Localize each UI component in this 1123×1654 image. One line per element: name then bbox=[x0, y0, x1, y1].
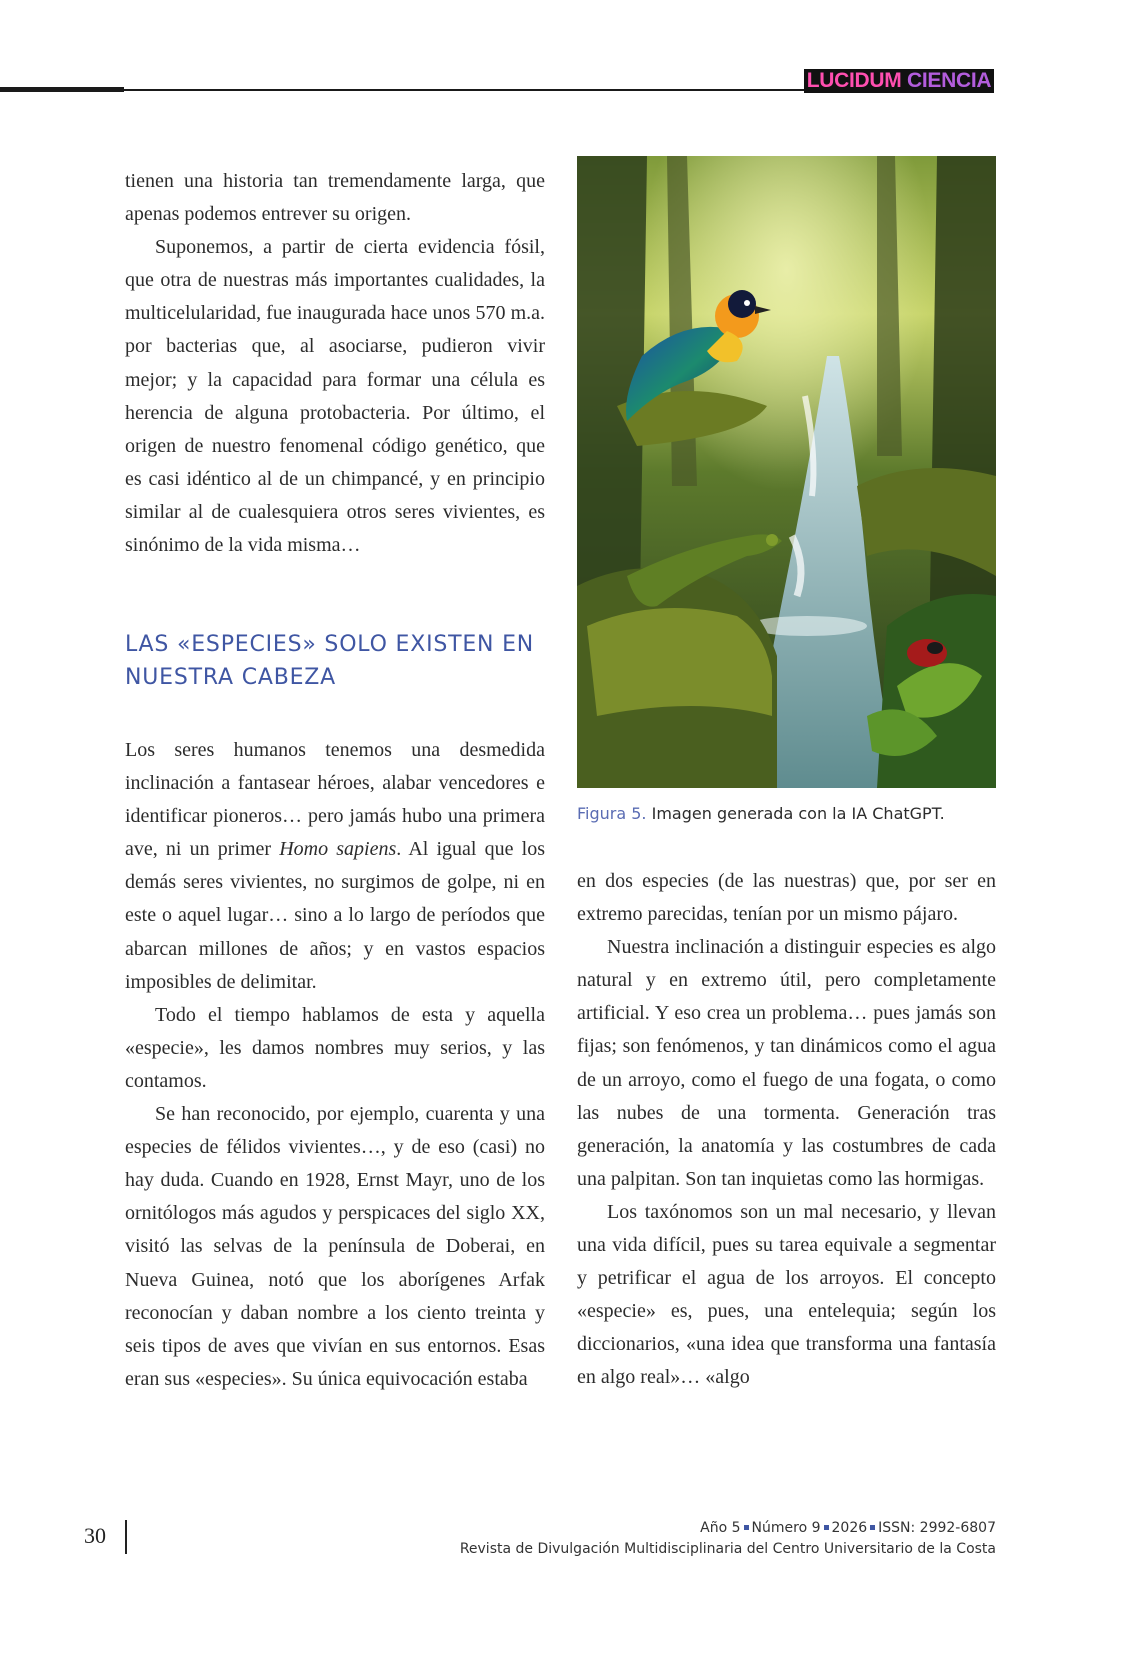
figure-caption bbox=[577, 803, 997, 825]
paragraph: Los taxónomos son un mal necesario, y llevan una vida difícil, pues su tarea equivale a segmentar y petrificar el agua de los arroyos. El concepto «especie» es, pues, una entelequia; según los diccionarios, «una idea que transforma una fantasía en algo real»… «algo bbox=[577, 1200, 996, 1389]
journal-name: Revista de Divulgación Multidisciplinaria del Centro Universitario de la Costa bbox=[459, 1541, 996, 1557]
figure-caption-text: Imagen generada con la IA ChatGPT. bbox=[646, 804, 945, 823]
right-column bbox=[577, 865, 996, 1395]
text-run: Los seres humanos tenemos una desmedida inclinación a fantasear héroes, alabar vencedores e identificar pioneros… pero jamás hubo una primera ave, ni un primer bbox=[125, 739, 545, 861]
brand-word-1: LUCIDUM bbox=[806, 69, 907, 92]
paragraph: tienen una historia tan tremendamente larga, que apenas podemos entrever su origen. bbox=[125, 170, 545, 226]
issue-number: Número 9 bbox=[751, 1520, 821, 1536]
issn: ISSN: 2992-6807 bbox=[878, 1520, 996, 1536]
section-heading: LAS «ESPECIES» SOLO EXISTEN EN NUESTRA CABEZA bbox=[125, 632, 535, 690]
publication-year: 2026 bbox=[831, 1520, 868, 1536]
volume-year: Año 5 bbox=[700, 1520, 741, 1536]
brand-word-2: CIENCIA bbox=[907, 69, 992, 92]
separator-square-icon bbox=[824, 1525, 829, 1530]
issue-info bbox=[460, 1518, 996, 1539]
separator-square-icon bbox=[744, 1525, 749, 1530]
figure-label: Figura 5. bbox=[577, 804, 647, 823]
paragraph: Suponemos, a partir de cierta evidencia fósil, que otra de nuestras más importantes cualidades, la multicelularidad, fue inaugurada hace unos 570 m.a. por bacterias que, al asociarse, pudieron vivir mejor; y la capacidad para formar una célula es herencia de alguna protobacteria. Por último, el origen de nuestro fenomenal código genético, que es casi idéntico al de un chimpancé, y en principio similar al de cualesquiera otros seres vivientes, es sinónimo de la vida misma… bbox=[125, 236, 545, 557]
species-name-italic: Homo sapiens bbox=[279, 838, 397, 861]
separator-square-icon bbox=[870, 1525, 875, 1530]
forest-stream-illustration bbox=[577, 156, 996, 788]
illustration-svg bbox=[577, 156, 996, 788]
paragraph bbox=[125, 734, 545, 999]
paragraph: en dos especies (de las nuestras) que, por ser en extremo parecidas, tenían por un mismo pájaro. bbox=[577, 870, 996, 926]
left-column-top bbox=[125, 165, 545, 562]
left-column-bottom bbox=[125, 734, 545, 1396]
paragraph: Todo el tiempo hablamos de esta y aquella «especie», les damos nombres muy serios, y las contamos. bbox=[125, 1003, 545, 1092]
page-footer bbox=[460, 1518, 996, 1560]
text-run: . Al igual que los demás seres vivientes, no surgimos de golpe, ni en este o aquel lugar… sino a lo largo de períodos que abarcan millones de años; y en vastos espacios imposibles de delimitar. bbox=[125, 838, 545, 993]
page-number-rule bbox=[125, 1520, 127, 1554]
journal-brand-logo bbox=[804, 69, 994, 93]
paragraph: Nuestra inclinación a distinguir especies es algo natural y en extremo útil, pero completamente artificial. Y eso crea un problema… pues jamás son fijas; son fenómenos, y tan dinámicos como el agua de un arroyo, como el fuego de una fogata, o como las nubes de una tormenta. Generación tras generación, la anatomía y las costumbres de cada una palpitan. Son tan inquietas como las hormigas. bbox=[577, 936, 996, 1190]
page-number: 30 bbox=[84, 1523, 106, 1548]
paragraph: Se han reconocido, por ejemplo, cuarenta y una especies de félidos vivientes…, y de eso (casi) no hay duda. Cuando en 1928, Ernst Mayr, uno de los ornitólogos más agudos y perspicaces del siglo XX, visitó las selvas de la península de Doberai, en Nueva Guinea, notó que los aborígenes Arfak reconocían y daban nombre a los ciento treinta y seis tipos de aves que vivían en sus entornos. Esas eran sus «especies». Su única equivocación estaba bbox=[125, 1103, 545, 1390]
